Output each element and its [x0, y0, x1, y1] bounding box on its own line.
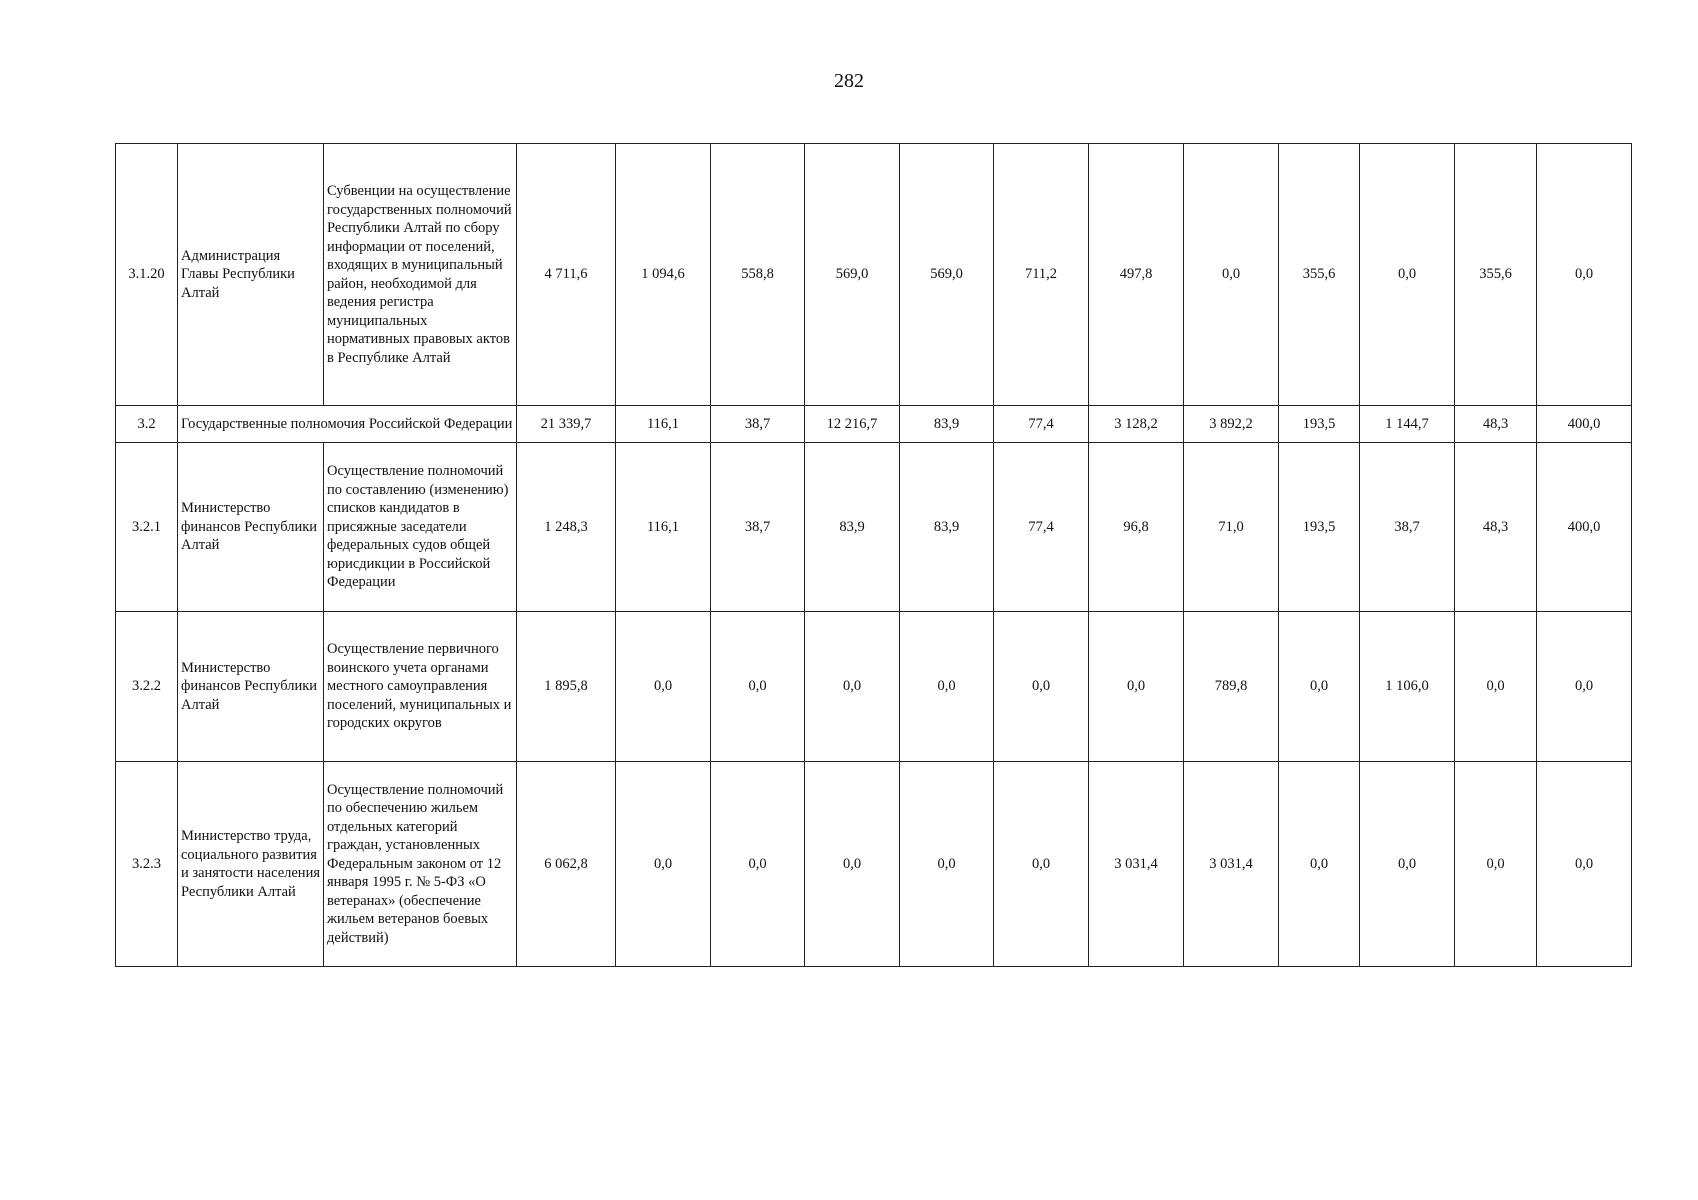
value-cell: 789,8	[1184, 612, 1279, 762]
value-cell: 83,9	[900, 406, 994, 443]
measure-description: Субвенции на осуществление государственных полномочий Республики Алтай по сбору информации от поселений, входящих в муниципальный район, необходимой для ведения регистра муниципальных нормативных правовых актов в Республике Алтай	[324, 144, 517, 406]
value-cell: 0,0	[1537, 612, 1632, 762]
value-cell: 77,4	[994, 406, 1089, 443]
value-cell: 0,0	[994, 612, 1089, 762]
value-cell: 0,0	[616, 612, 711, 762]
value-cell: 3 128,2	[1089, 406, 1184, 443]
value-cell: 711,2	[994, 144, 1089, 406]
budget-table	[115, 143, 1632, 967]
table-row	[116, 762, 1632, 967]
value-cell: 3 031,4	[1184, 762, 1279, 967]
value-cell: 21 339,7	[517, 406, 616, 443]
value-cell: 0,0	[1279, 762, 1360, 967]
value-cell: 0,0	[616, 762, 711, 967]
value-cell: 569,0	[900, 144, 994, 406]
value-cell: 3 031,4	[1089, 762, 1184, 967]
value-cell: 1 094,6	[616, 144, 711, 406]
value-cell: 4 711,6	[517, 144, 616, 406]
value-cell: 569,0	[805, 144, 900, 406]
value-cell: 116,1	[616, 406, 711, 443]
value-cell: 12 216,7	[805, 406, 900, 443]
row-code: 3.2.1	[116, 443, 178, 612]
row-code: 3.2.3	[116, 762, 178, 967]
value-cell: 355,6	[1279, 144, 1360, 406]
value-cell: 71,0	[1184, 443, 1279, 612]
value-cell: 38,7	[711, 406, 805, 443]
section-title: Государственные полномочия Российской Федерации	[178, 406, 517, 443]
value-cell: 3 892,2	[1184, 406, 1279, 443]
value-cell: 0,0	[1089, 612, 1184, 762]
value-cell: 0,0	[1184, 144, 1279, 406]
value-cell: 0,0	[805, 612, 900, 762]
value-cell: 6 062,8	[517, 762, 616, 967]
value-cell: 38,7	[1360, 443, 1455, 612]
page-number: 282	[834, 70, 864, 92]
value-cell: 193,5	[1279, 443, 1360, 612]
value-cell: 83,9	[900, 443, 994, 612]
value-cell: 497,8	[1089, 144, 1184, 406]
value-cell: 83,9	[805, 443, 900, 612]
value-cell: 400,0	[1537, 406, 1632, 443]
value-cell: 193,5	[1279, 406, 1360, 443]
organization-name: Министерство финансов Республики Алтай	[178, 443, 324, 612]
table-row	[116, 144, 1632, 406]
measure-description: Осуществление полномочий по обеспечению жильем отдельных категорий граждан, установленных Федеральным законом от 12 января 1995 г. № 5-ФЗ «О ветеранах» (обеспечение жильем ветеранов боевых действий)	[324, 762, 517, 967]
value-cell: 400,0	[1537, 443, 1632, 612]
value-cell: 0,0	[1455, 762, 1537, 967]
value-cell: 1 895,8	[517, 612, 616, 762]
value-cell: 0,0	[711, 612, 805, 762]
row-code: 3.2.2	[116, 612, 178, 762]
value-cell: 0,0	[1360, 144, 1455, 406]
value-cell: 0,0	[1455, 612, 1537, 762]
value-cell: 558,8	[711, 144, 805, 406]
value-cell: 0,0	[1279, 612, 1360, 762]
value-cell: 116,1	[616, 443, 711, 612]
value-cell: 0,0	[900, 612, 994, 762]
value-cell: 1 106,0	[1360, 612, 1455, 762]
value-cell: 96,8	[1089, 443, 1184, 612]
organization-name: Министерство труда, социального развития и занятости населения Республики Алтай	[178, 762, 324, 967]
value-cell: 0,0	[805, 762, 900, 967]
value-cell: 48,3	[1455, 406, 1537, 443]
table-row	[116, 406, 1632, 443]
measure-description: Осуществление первичного воинского учета органами местного самоуправления поселений, муниципальных и городских округов	[324, 612, 517, 762]
value-cell: 38,7	[711, 443, 805, 612]
value-cell: 355,6	[1455, 144, 1537, 406]
row-code: 3.2	[116, 406, 178, 443]
table-row	[116, 612, 1632, 762]
organization-name: Министерство финансов Республики Алтай	[178, 612, 324, 762]
value-cell: 0,0	[1537, 144, 1632, 406]
value-cell: 1 248,3	[517, 443, 616, 612]
value-cell: 0,0	[1537, 762, 1632, 967]
value-cell: 48,3	[1455, 443, 1537, 612]
value-cell: 0,0	[711, 762, 805, 967]
value-cell: 1 144,7	[1360, 406, 1455, 443]
row-code: 3.1.20	[116, 144, 178, 406]
table-row	[116, 443, 1632, 612]
value-cell: 0,0	[994, 762, 1089, 967]
measure-description: Осуществление полномочий по составлению (изменению) списков кандидатов в присяжные заседатели федеральных судов общей юрисдикции в Российской Федерации	[324, 443, 517, 612]
value-cell: 77,4	[994, 443, 1089, 612]
organization-name: Администрация Главы Республики Алтай	[178, 144, 324, 406]
value-cell: 0,0	[900, 762, 994, 967]
value-cell: 0,0	[1360, 762, 1455, 967]
